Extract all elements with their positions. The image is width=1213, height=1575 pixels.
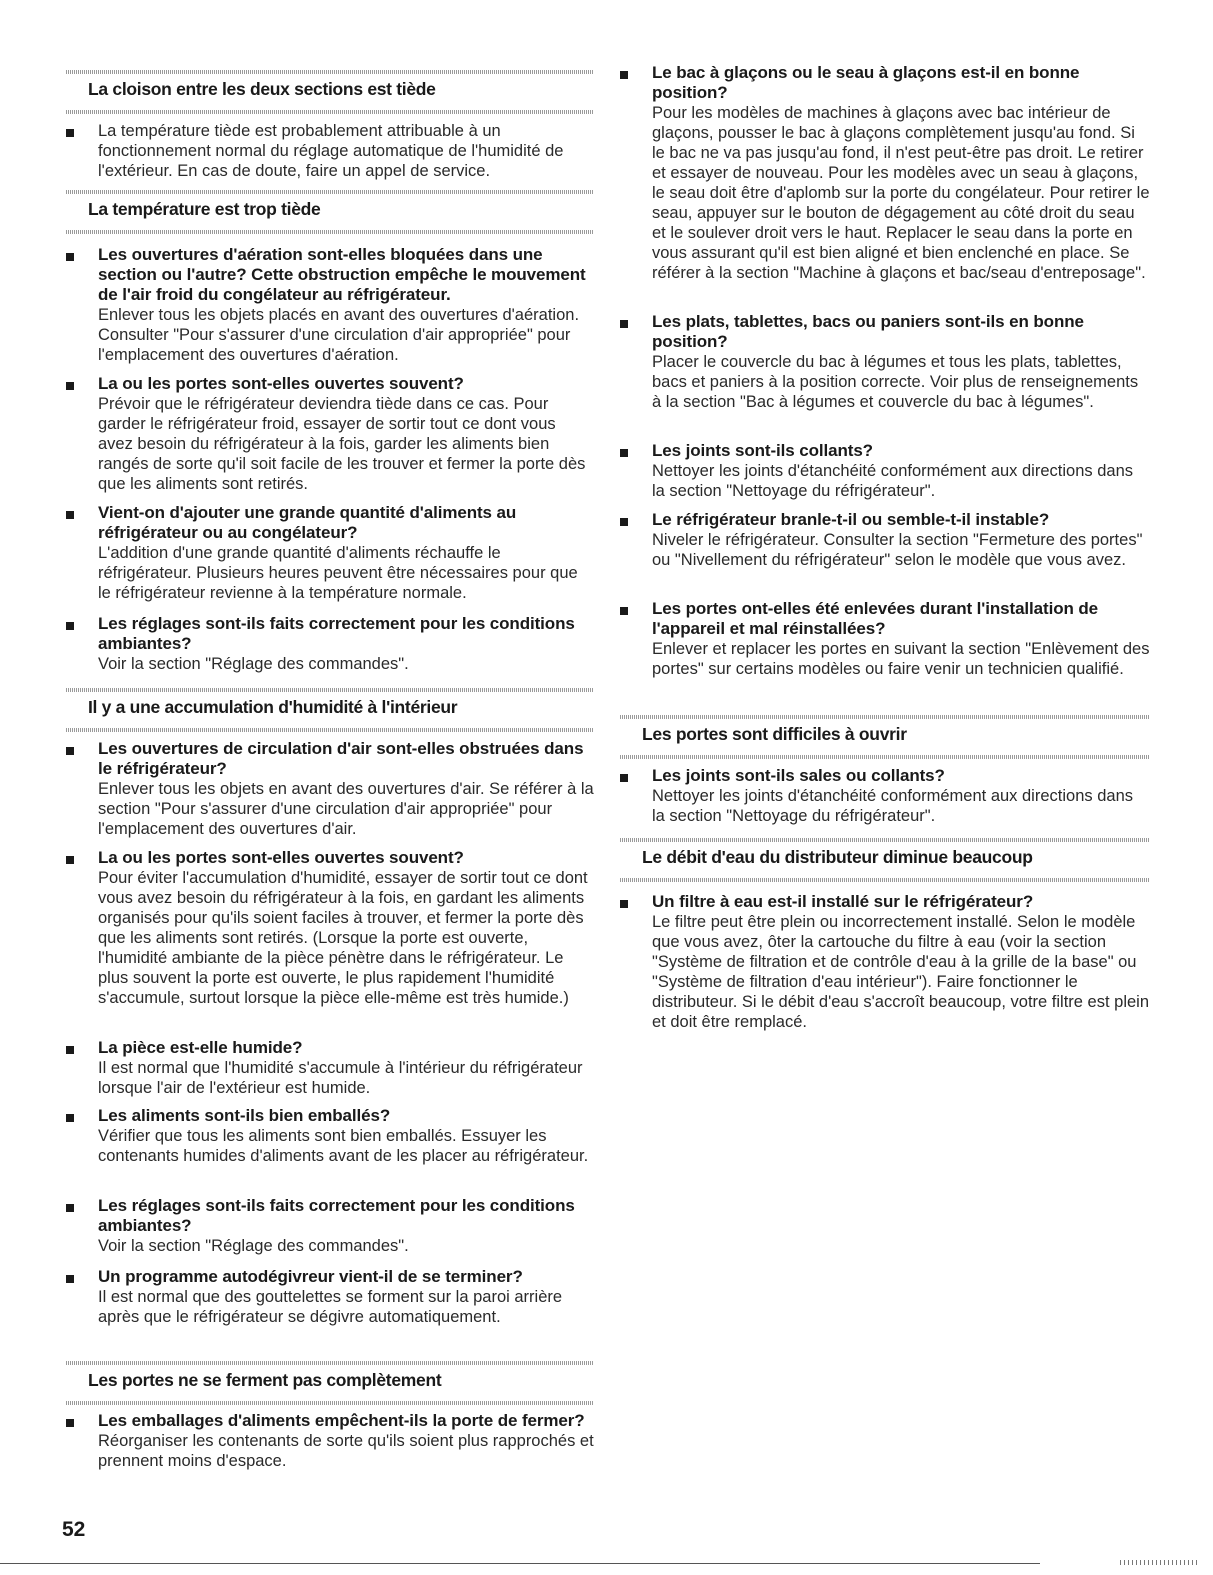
bullet-icon	[66, 1204, 74, 1212]
section-header-cloison	[66, 70, 594, 114]
answer-text: Le filtre peut être plein ou incorrectement installé. Selon le modèle que vous avez, ôter la cartouche du filtre à eau (voir la section "Système de filtration et de contrôle d'eau à la grille de la base" ou "Système de filtration d'eau intérieur"). Faire fonctionner le distributeur. Si le débit d'eau s'accroît beaucoup, votre filtre est plein et doit être remplacé.	[652, 913, 1149, 1031]
question-text: Le réfrigérateur branle-t-il ou semble-t-il instable?	[652, 510, 1050, 529]
bullet-icon	[66, 253, 74, 261]
bullet-icon	[66, 511, 74, 519]
list-item	[66, 503, 594, 603]
section-title: Il y a une accumulation d'humidité à l'intérieur	[88, 697, 458, 717]
answer-text: Prévoir que le réfrigérateur deviendra tiède dans ce cas. Pour garder le réfrigérateur froid, essayer de sortir tout ce dont vous avez besoin du réfrigérateur à la fois, garder les aliments bien rangés de sorte qu'il soit facile de les trouver et fermer la porte dès que les aliments sont retirés.	[98, 395, 586, 493]
list-item	[620, 599, 1150, 679]
list-item	[66, 1411, 594, 1471]
answer-text: L'addition d'une grande quantité d'aliments réchauffe le réfrigérateur. Plusieurs heures peuvent être nécessaires pour que le réfrigérateur revienne à la température normale.	[98, 544, 578, 602]
bullet-icon	[66, 622, 74, 630]
question-text: Un programme autodégivreur vient-il de se terminer?	[98, 1267, 523, 1286]
answer-text: Voir la section "Réglage des commandes".	[98, 1237, 409, 1255]
header-rule	[66, 688, 594, 692]
header-rule	[66, 1401, 594, 1405]
list-item	[66, 739, 594, 839]
list-item	[66, 1106, 594, 1166]
answer-text: Il est normal que l'humidité s'accumule à l'intérieur du réfrigérateur lorsque l'air de l'extérieur est humide.	[98, 1059, 583, 1097]
bullet-icon	[620, 518, 628, 526]
question-text: Les aliments sont-ils bien emballés?	[98, 1106, 391, 1125]
page-number: 52	[62, 1518, 86, 1541]
section-title: Les portes sont difficiles à ouvrir	[642, 724, 907, 744]
bullet-icon	[66, 129, 74, 137]
list-item	[66, 1038, 594, 1098]
section-title: Les portes ne se ferment pas complètement	[88, 1370, 442, 1390]
header-rule	[620, 838, 1150, 842]
list-item	[66, 614, 594, 674]
question-text: Les portes ont-elles été enlevées durant l'installation de l'appareil et mal réinstallées?	[652, 599, 1099, 638]
list-item	[620, 510, 1150, 570]
answer-text: Placer le couvercle du bac à légumes et tous les plats, tablettes, bacs et paniers à la position correcte. Voir plus de renseignements à la section "Bac à légumes et couvercle du bac à légumes".	[652, 353, 1139, 411]
answer-text: Il est normal que des gouttelettes se forment sur la paroi arrière après que le réfrigérateur se dégivre automatiquement.	[98, 1288, 563, 1326]
list-item	[66, 1267, 594, 1327]
question-text: Les emballages d'aliments empêchent-ils la porte de fermer?	[98, 1411, 585, 1430]
section-title: La cloison entre les deux sections est tiède	[88, 79, 436, 99]
answer-text: Pour les modèles de machines à glaçons avec bac intérieur de glaçons, pousser le bac à glaçons complètement jusqu'au fond. Si le bac ne va pas jusqu'au fond, il n'est peut-être pas droit. Le retirer et essayer de nouveau. Pour les modèles avec un seau à glaçons, le seau doit être d'aplomb sur la porte du congélateur. Pour retirer le seau, appuyer sur le bouton de dégagement au côté droit du seau et le soulever droit vers le haut. Replacer le seau dans la porte en vous assurant qu'il est bien aligné et bien enclenché en place. Se référer à la section "Machine à glaçons et bac/seau d'entreposage".	[652, 104, 1150, 282]
question-text: Les ouvertures de circulation d'air sont-elles obstruées dans le réfrigérateur?	[98, 739, 584, 778]
bullet-icon	[66, 747, 74, 755]
answer-text: Nettoyer les joints d'étanchéité conformément aux directions dans la section "Nettoyage du réfrigérateur".	[652, 787, 1133, 825]
answer-text: Enlever tous les objets en avant des ouvertures d'air. Se référer à la section "Pour s'assurer d'une circulation d'air appropriée" pour l'emplacement des ouvertures d'air.	[98, 780, 594, 838]
list-item	[66, 121, 594, 181]
question-text: Les réglages sont-ils faits correctement pour les conditions ambiantes?	[98, 614, 575, 653]
section-header-humidite	[66, 688, 594, 732]
answer-text: Pour éviter l'accumulation d'humidité, essayer de sortir tout ce dont vous avez besoin du réfrigérateur à la fois, en gardant les aliments organisés pour qu'ils soient faciles à trouver, et fermer la porte dès que les aliments sont retirés. (Lorsque la porte est ouverte, l'humidité ambiante de la pièce pénètre dans le réfrigérateur. Le plus souvent la porte est ouverte, le plus rapidement l'humidité s'accumule, surtout lorsque la pièce elle-même est très humide.)	[98, 869, 588, 1007]
header-rule	[620, 755, 1150, 759]
bullet-icon	[66, 382, 74, 390]
bullet-icon	[66, 1114, 74, 1122]
bullet-icon	[620, 900, 628, 908]
question-text: Les ouvertures d'aération sont-elles bloquées dans une section ou l'autre? Cette obstruction empêche le mouvement de l'air froid du congélateur au réfrigérateur.	[98, 245, 586, 304]
answer-text: Enlever tous les objets placés en avant des ouvertures d'aération. Consulter "Pour s'assurer d'une circulation d'air appropriée" pour l'emplacement des ouvertures d'aération.	[98, 306, 580, 364]
section-title: La température est trop tiède	[88, 199, 321, 219]
header-rule	[66, 70, 594, 74]
bullet-icon	[66, 1275, 74, 1283]
question-text: Le bac à glaçons ou le seau à glaçons est-il en bonne position?	[652, 63, 1080, 102]
header-rule	[66, 1361, 594, 1365]
section-header-temperature	[66, 190, 594, 234]
header-rule	[66, 728, 594, 732]
list-item	[620, 766, 1150, 826]
bullet-icon	[620, 449, 628, 457]
bullet-icon	[66, 1419, 74, 1427]
answer-text: Niveler le réfrigérateur. Consulter la section "Fermeture des portes" ou "Nivellement du réfrigérateur" selon le modèle que vous avez.	[652, 531, 1143, 569]
question-text: La pièce est-elle humide?	[98, 1038, 303, 1057]
list-item	[620, 312, 1150, 412]
list-item	[66, 245, 594, 365]
question-text: Les joints sont-ils sales ou collants?	[652, 766, 945, 785]
list-item	[66, 1196, 594, 1256]
header-rule	[620, 878, 1150, 882]
answer-text: Nettoyer les joints d'étanchéité conformément aux directions dans la section "Nettoyage du réfrigérateur".	[652, 462, 1133, 500]
section-title: Le débit d'eau du distributeur diminue beaucoup	[642, 847, 1033, 867]
question-text: La ou les portes sont-elles ouvertes souvent?	[98, 848, 464, 867]
list-item	[620, 441, 1150, 501]
bullet-icon	[620, 607, 628, 615]
bullet-icon	[620, 320, 628, 328]
header-rule	[66, 110, 594, 114]
answer-text: La température tiède est probablement attribuable à un fonctionnement normal du réglage automatique de l'humidité de l'extérieur. En cas de doute, faire un appel de service.	[98, 122, 564, 180]
question-text: Un filtre à eau est-il installé sur le réfrigérateur?	[652, 892, 1034, 911]
answer-text: Enlever et replacer les portes en suivant la section "Enlèvement des portes" sur certains modèles ou faire venir un technicien qualifié.	[652, 640, 1150, 678]
list-item	[620, 892, 1150, 1032]
header-rule	[66, 230, 594, 234]
header-rule	[620, 715, 1150, 719]
section-header-portes-fermeture	[66, 1361, 594, 1405]
bullet-icon	[620, 71, 628, 79]
bullet-icon	[66, 1046, 74, 1054]
question-text: Les réglages sont-ils faits correctement pour les conditions ambiantes?	[98, 1196, 575, 1235]
section-header-portes-ouvrir	[620, 715, 1150, 759]
answer-text: Réorganiser les contenants de sorte qu'ils soient plus rapprochés et prennent moins d'espace.	[98, 1432, 594, 1470]
question-text: Vient-on d'ajouter une grande quantité d'aliments au réfrigérateur ou au congélateur?	[98, 503, 517, 542]
question-text: Les joints sont-ils collants?	[652, 441, 873, 460]
answer-text: Vérifier que tous les aliments sont bien emballés. Essuyer les contenants humides d'aliments avant de les placer au réfrigérateur.	[98, 1127, 589, 1165]
list-item	[66, 848, 594, 1008]
header-rule	[66, 190, 594, 194]
answer-text: Voir la section "Réglage des commandes".	[98, 655, 409, 673]
footer-rule	[0, 1563, 1040, 1564]
bullet-icon	[66, 856, 74, 864]
list-item	[620, 63, 1150, 283]
section-header-debit-eau	[620, 838, 1150, 882]
bullet-icon	[620, 774, 628, 782]
footer-registration-marks	[1120, 1560, 1200, 1565]
question-text: La ou les portes sont-elles ouvertes souvent?	[98, 374, 464, 393]
question-text: Les plats, tablettes, bacs ou paniers sont-ils en bonne position?	[652, 312, 1084, 351]
list-item	[66, 374, 594, 494]
